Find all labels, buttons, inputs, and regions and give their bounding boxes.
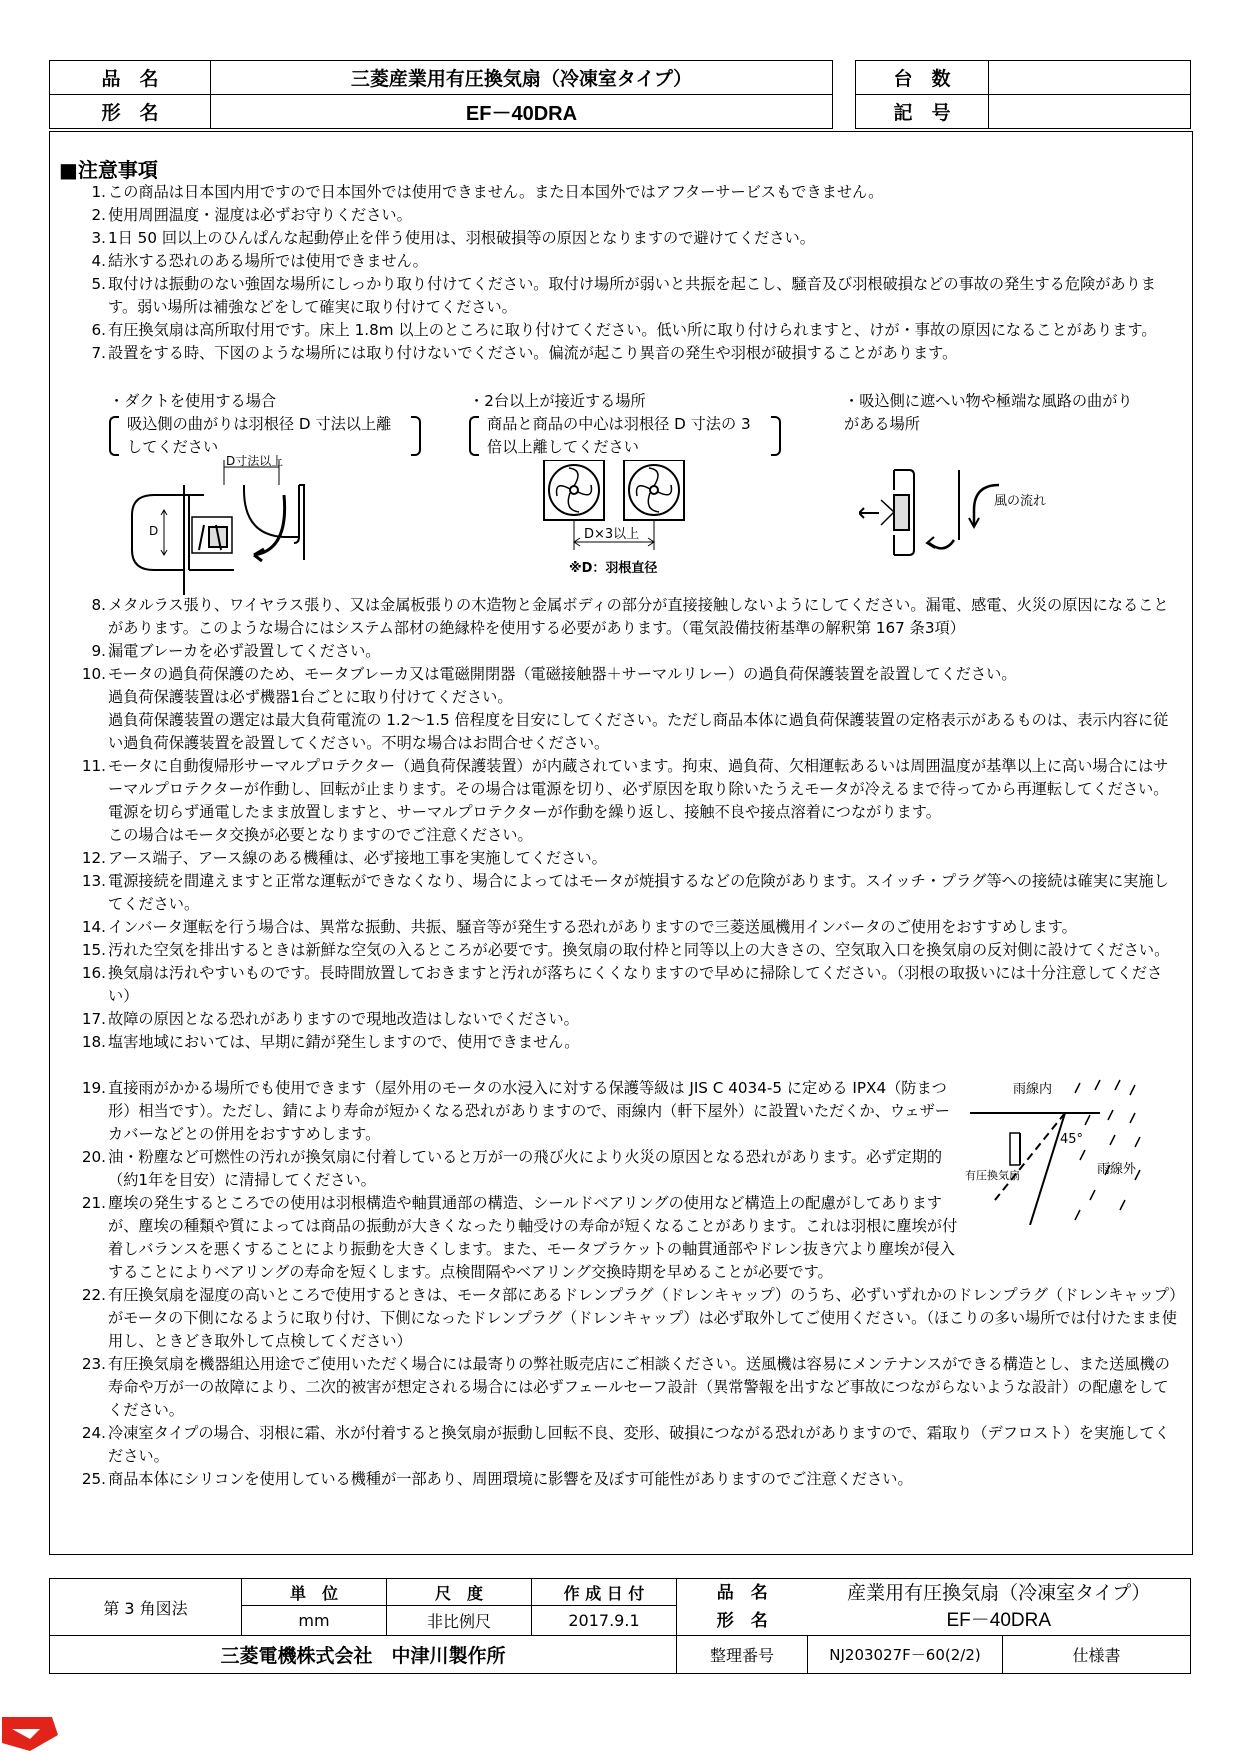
note-number: 7. [91,344,106,362]
note-item [79,847,1177,870]
unit-label: 単 位 [242,1579,387,1606]
rain-fan-label: 有圧換気扇 [965,1169,1020,1182]
note-text [108,870,1177,916]
footer-name-model-values [808,1579,1191,1636]
doc-type: 仕様書 [1003,1636,1191,1674]
note-item [79,181,1177,204]
note-line: 電源接続を間違えますと正常な運転ができなくなり、場合によってはモータが焼損するなどの危険があります。スイッチ・プラグ等への接続は確実に実施してください。 [108,872,1169,913]
note-item [79,870,1177,916]
note-text [108,1468,1177,1491]
note-item [79,250,1177,273]
case-duct-text: 吸込側の曲がりは羽根径 D 寸法以上離してください [109,413,421,459]
note-line: 有圧換気扇を湿度の高いところで使用するときは、モータ部にあるドレンプラグ（ドレンキャップ）のうち、必ずいずれかのドレンプラグ（ドレンキャップ）がモータの下側になるように取り付け、下側になったドレンプラグ（ドレンキャップ）は必ず取外してご使用ください。（ほこりの多い場所では付けたまま使用し、ときどき取外して点検してください） [108,1286,1177,1350]
note-line: 油・粉塵など可燃性の汚れが換気扇に付着していると万が一の飛び火により火災の原因となる恐れがあります。必ず定期的（約1年を目安）に清掃してください。 [108,1148,943,1189]
note-number: 12. [81,849,106,867]
case-adjacent-title: ・2台以上が接近する場所 [469,392,646,410]
symbol-value [989,95,1191,129]
rain-outside-label: 雨線外 [1097,1162,1137,1177]
note-line: 取付けは振動のない強固な場所にしっかり取り付けてください。取付け場所が弱いと共振を起こし、騒音及び羽根破損などの事故の発生する危険があります。弱い場所は補強などをして確実に取り付けてください。 [108,275,1156,316]
product-name: 三菱産業用有圧換気扇（冷凍室タイプ） [211,61,833,95]
note-line: 故障の原因となる恐れがありますので現地改造はしないでください。 [108,1010,579,1028]
note-item [79,1468,1177,1491]
notes-list-2 [79,594,1177,1054]
note-number: 4. [91,252,106,270]
note-text [108,1353,1177,1422]
note-text [108,1077,958,1146]
footer-name-model-labels [677,1579,808,1636]
note-text [108,342,1177,365]
note-text [108,755,1177,847]
note-line: モータに自動復帰形サーマルプロテクター（過負荷保護装置）が内蔵されています。拘束、過負荷、欠相運転あるいは周囲温度が基準以上に高い場合にはサーマルプロテクターが作動し、回転が止まります。その場合は電源を切り、必ず原因を取り除いたうえモータが冷えるまで待ってから再運転してください。電源を切らず通電したまま放置しますと、サーマルプロテクターが作動を繰り返し、接触不良や接点溶着につながります。 [108,757,1169,821]
note-text [108,663,1177,755]
note-text [108,640,1177,663]
note-line: 換気扇は汚れやすいものです。長時間放置しておきますと汚れが落ちにくくなりますので早めに掃除してください。（羽根の取扱いには十分注意してください） [108,964,1163,1005]
note-line: モータの過負荷保護のため、モータブレーカ又は電磁開閉器（電磁接触器＋サーマルリレー）の過負荷保護装置を設置してください。 [108,665,1017,683]
note-item [79,1353,1177,1422]
case-adjacent [469,390,781,459]
unit-value: mm [242,1606,387,1636]
corner-logo [0,1713,60,1753]
note-line: 商品本体にシリコンを使用している機種が一部あり、周囲環境に影響を及ぼす可能性がありますのでご注意ください。 [108,1470,913,1488]
note-text [108,1146,958,1192]
note-number: 21. [81,1194,106,1212]
ref-label: 整理番号 [677,1636,808,1674]
note-number: 11. [81,757,106,775]
notes-list-1 [79,181,1177,365]
note-text [108,204,1177,227]
note-text [108,962,1177,1008]
fig-d-label: D [149,524,159,538]
fig-d-over-label: D寸法以上 [226,455,284,468]
model-label: 形 名 [50,95,211,129]
note-text [108,1031,1177,1054]
note-item [79,1008,1177,1031]
scale-value: 非比例尺 [387,1606,532,1636]
footer-name-value: 産業用有圧換気扇（冷凍室タイプ） [847,1582,1151,1604]
notes-list-4 [79,1192,1177,1491]
note-number: 23. [81,1355,106,1373]
note-line: 直接雨がかかる場所でも使用できます（屋外用のモータの水浸入に対する保護等級は JIS C 4034-5 に定める IPX4（防まつ形）相当です）。ただし、錆により寿命が短かくなる恐れがありますので、雨線内（軒下屋外）に設置いただくか、ウェザーカバーなどとの併用をおすすめします。 [108,1079,950,1143]
note-text [108,594,1177,640]
note-number: 17. [81,1010,106,1028]
footer-model-value: EF－40DRA [946,1610,1052,1631]
note-text [108,227,1177,250]
rain-inside-label: 雨線内 [1013,1082,1053,1097]
note-line: 漏電ブレーカを必ず設置してください。 [108,642,381,660]
note-item [79,640,1177,663]
note-text [108,1284,1177,1353]
fig-wind-label: 風の流れ [994,494,1047,509]
note-line: 冷凍室タイプの場合、羽根に霜、氷が付着すると換気扇が振動し回転不良、変形、破損につながる恐れがありますので、霜取り（デフロスト）を実施してください。 [108,1424,1170,1465]
note-number: 9. [91,642,106,660]
note-number: 2. [91,206,106,224]
note-number: 8. [91,596,106,614]
note-item [79,663,1177,755]
note-number: 25. [81,1470,106,1488]
fig-d-note: ※D：羽根直径 [569,561,658,576]
note-line: 過負荷保護装置の選定は最大負荷電流の 1.2～1.5 倍程度を目安にしてください。ただし商品本体に過負荷保護装置の定格表示があるものは、表示内容に従い過負荷保護装置を設置してください。不明な場合はお問合せください。 [108,711,1169,752]
note-item [79,594,1177,640]
note-line: この商品は日本国内用ですので日本国外では使用できません。また日本国外ではアフターサービスもできません。 [108,183,884,201]
note-item [79,319,1177,342]
note-line: 設置をする時、下図のような場所には取り付けないでください。偏流が起こり異音の発生や羽根が破損することがあります。 [108,344,958,362]
footer-model-label: 形 名 [716,1611,768,1631]
note-number: 14. [81,918,106,936]
header-table [49,60,833,129]
note-text [108,273,1177,319]
note-item [79,342,1177,365]
note-text [108,916,1177,939]
note-item [79,962,1177,1008]
model-name: EF－40DRA [211,95,833,129]
note-number: 1. [91,183,106,201]
note-number: 18. [81,1033,106,1051]
note-line: 塵埃の発生するところでの使用は羽根構造や軸貫通部の構造、シールドベアリングの使用など構造上の配慮がしてありますが、塵埃の種類や質によっては商品の振動が大きくなったり軸受けの寿命が短くなることがあります。これは羽根に塵埃が付着しバランスを悪くすることにより振動を大きくします。また、モータブラケットの軸貫通部やドレン抜き穴より塵埃が侵入することによりベアリングの寿命を短くします。点検間隔やベアリング交換時期を早めることが必要です。 [108,1194,958,1281]
note-item [79,227,1177,250]
note-number: 10. [81,665,106,683]
duct-figure [124,455,384,595]
note-item [79,939,1177,962]
projection-method: 第 3 角図法 [50,1579,242,1636]
note-text [108,847,1177,870]
case-duct-title: ・ダクトを使用する場合 [109,392,277,410]
note-item [79,755,1177,847]
note-line: インバータ運転を行う場合は、異常な振動、共振、騒音等が発生する恐れがありますので三菱送風機用インバータのご使用をおすすめします。 [108,918,1077,936]
case-obstacle-title: ・吸込側に遮へい物や極端な風路の曲がりがある場所 [844,392,1133,433]
note-number: 19. [81,1079,106,1097]
obstacle-figure [859,465,1099,565]
ref-value: NJ203027F－60(2/2) [808,1636,1003,1674]
note-item [79,1422,1177,1468]
note-number: 22. [81,1286,106,1304]
note-line: この場合はモータ交換が必要となりますのでご注意ください。 [108,826,533,844]
header-quantity-table [855,60,1191,129]
note-number: 13. [81,872,106,890]
company-name: 三菱電機株式会社 中津川製作所 [50,1636,677,1674]
note-item [79,1031,1177,1054]
note-text [108,1192,958,1284]
note-line: 結氷する恐れのある場所では使用できません。 [108,252,428,270]
case-duct [109,390,421,459]
quantity-label: 台 数 [856,61,989,95]
note-line: アース端子、アース線のある機種は、必ず接地工事を実施してください。 [108,849,607,867]
note-number: 3. [91,229,106,247]
note-item [79,916,1177,939]
date-value: 2017.9.1 [532,1606,677,1636]
note-line: 使用周囲温度・湿度は必ずお守りください。 [108,206,412,224]
section-title: ■注意事項 [59,158,158,182]
note-number: 20. [81,1148,106,1166]
case-adjacent-text: 商品と商品の中心は羽根径 D 寸法の 3倍以上離してください [469,413,781,459]
note-number: 16. [81,964,106,982]
note-line: 過負荷保護装置は必ず機器1台ごとに取り付けてください。 [108,688,513,706]
note-item [79,273,1177,319]
case-obstacle [844,390,1144,436]
footer-name-label: 品 名 [716,1583,768,1603]
note-item [79,1284,1177,1353]
rain-angle-label: 45° [1060,1132,1084,1147]
footer-table [49,1578,1191,1674]
note-text [108,1008,1177,1031]
product-name-label: 品 名 [50,61,211,95]
note-line: 汚れた空気を排出するときは新鮮な空気の入るところが必要です。換気扇の取付枠と同等以上の大きさの、空気取入口を換気扇の反対側に設けてください。 [108,941,1170,959]
note-number: 6. [91,321,106,339]
note-line: 1日 50 回以上のひんぱんな起動停止を伴う使用は、羽根破損等の原因となりますので避けてください。 [108,229,815,247]
note-text [108,939,1177,962]
note-number: 5. [91,275,106,293]
adjacent-fans-figure [539,460,739,585]
note-text [108,181,1177,204]
note-line: メタルラス張り、ワイヤラス張り、又は金属板張りの木造物と金属ボディの部分が直接接触しないようにしてください。漏電、感電、火災の原因になることがあります。このような場合にはシステム部材の絶縁枠を使用する必要があります。（電気設備技術基準の解釈第 167 条3項） [108,596,1169,637]
note-text [108,1422,1177,1468]
quantity-value [989,61,1191,95]
note-line: 塩害地域においては、早期に錆が発生しますので、使用できません。 [108,1033,580,1051]
note-line: 有圧換気扇を機器組込用途でご使用いただく場合には最寄りの弊社販売店にご相談ください。送風機は容易にメンテナンスができる構造とし、また送風機の寿命や万が一の故障により、二次的被害が想定される場合には必ずフェールセーフ設計（異常警報を出すなど事故につながらないような設計）の配慮をしてください。 [108,1355,1170,1419]
date-label: 作 成 日 付 [532,1579,677,1606]
note-text [108,250,1177,273]
install-cases [79,390,1179,595]
symbol-label: 記 号 [856,95,989,129]
note-item [79,204,1177,227]
note-text [108,319,1177,342]
note-number: 24. [81,1424,106,1442]
fig-dx3-label: D×3以上 [584,527,640,542]
note-line: 有圧換気扇は高所取付用です。床上 1.8m 以上のところに取り付けてください。低い所に取り付けられますと、けが・事故の原因になることがあります。 [108,321,1157,339]
scale-label: 尺 度 [387,1579,532,1606]
note-number: 15. [81,941,106,959]
note-item [79,1192,1177,1284]
